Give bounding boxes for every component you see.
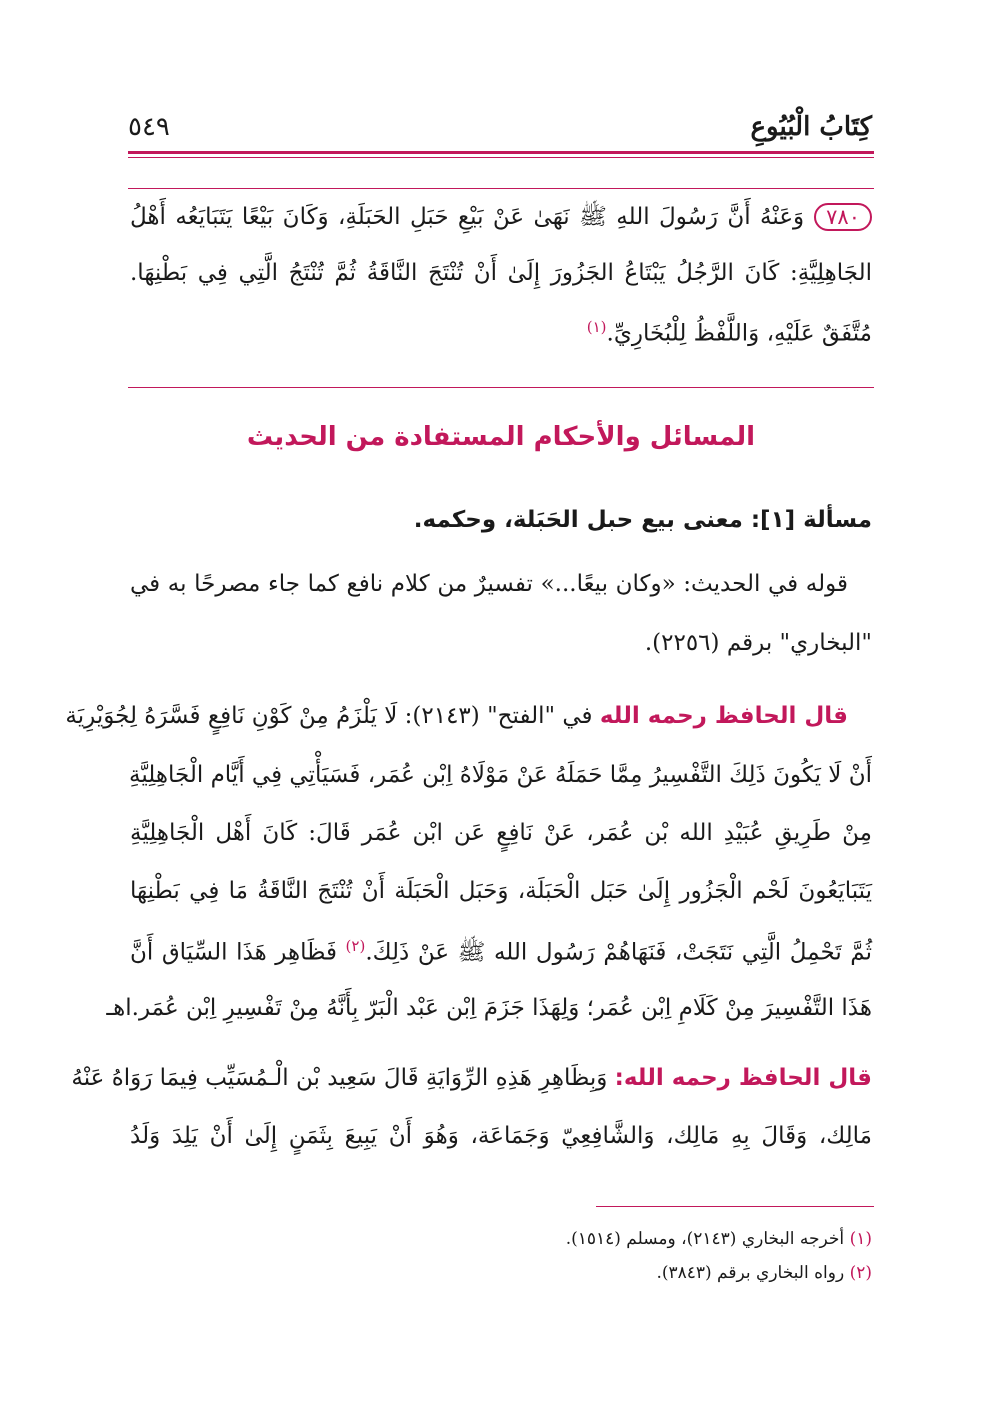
- para3-line-1: [71, 1065, 872, 1091]
- footnote-ref[interactable]: (١): [586, 318, 607, 336]
- hadith-top-rule: [128, 188, 874, 189]
- para2-line-2: أَنْ لَا يَكُونَ ذَلِكَ التَّفْسِيرُ مِمَّا حَمَلَهُ عَنْ مَوْلَاهُ اِبْن عُمَر، فَسَيَأْتِي فِي أَيَّام الْجَاهِلِيَّةِ: [128, 762, 872, 788]
- hadith-line-1: [130, 203, 872, 231]
- footnote-number: (١): [849, 1229, 872, 1249]
- header-rule: [128, 151, 874, 154]
- page-number: ٥٤٩: [128, 112, 170, 142]
- para1-line-1: قوله في الحديث: «وكان بيعًا...» تفسيرٌ من كلام نافع كما جاء مصرحًا به في: [130, 571, 848, 597]
- footnote-text: أخرجه البخاري (٢١٤٣)، ومسلم (١٥١٤).: [565, 1229, 845, 1249]
- footnote-ref[interactable]: (٢): [345, 937, 366, 955]
- hadith-text: وَعَنْهُ أَنَّ رَسُولَ اللهِ ﷺ نَهَىٰ عَنْ بَيْعِ حَبَلِ الحَبَلَةِ، وَكَانَ بَيْعًا يَتَبَايَعُه أَهْلُ: [130, 204, 805, 230]
- para2-text: في "الفتح" (٢١٤٣): لَا يَلْزَمُ مِنْ كَوْنِ نَافِعٍ فَسَّرَهُ لِجُوَيْرِيَة: [65, 703, 593, 729]
- hadith-line-2: الجَاهِلِيَّةِ: كَانَ الرَّجُلُ يَبْتَاعُ الجَزُورَ إِلَىٰ أَنْ تُنْتَجَ النَّاقَةُ ثُمَّ تُنْتَجُ الَّتِي فِي بَطْنِهَا.: [130, 260, 872, 286]
- para1-line-2: "البخاري" برقم (٢٢٥٦).: [644, 630, 872, 656]
- hadith-bottom-rule: [128, 387, 874, 388]
- hadith-text: مُتَّفَقٌ عَلَيْهِ، وَاللَّفْظُ لِلْبُخَارِيِّ.: [606, 320, 872, 347]
- hadith-line-3: [130, 320, 872, 346]
- para3-text: وَبِظَاهِرِ هَذِهِ الرِّوَايَةِ قَالَ سَعِيد بْن الْـمُسَيِّب فِيمَا رَوَاهُ عَنْهُ: [71, 1065, 608, 1091]
- speaker-label: قال الحافظ رحمه الله:: [614, 1065, 872, 1091]
- masala-heading: [414, 507, 872, 533]
- para2-line-6: هَذَا التَّفْسِيرَ مِنْ كَلَامِ اِبْن عُمَر؛ وَلِهَذَا جَزَمَ اِبْن عَبْد الْبَرّ بِأَنَّهُ مِنْ تَفْسِيرِ اِبْن عُمَر.اهـ: [106, 995, 872, 1021]
- chapter-title: كِتَابُ الْبُيُوعِ: [750, 112, 872, 142]
- masala-title: معنى بيع حبل الحَبَلة، وحكمه.: [413, 507, 743, 533]
- footnote-text: رواه البخاري برقم (٣٨٤٣).: [656, 1263, 845, 1283]
- para2-text: ثُمَّ تَحْمِلُ الَّتِي نَتَجَتْ، فَنَهَاهُمْ رَسُول الله ﷺ عَنْ ذَلِكَ.: [365, 939, 872, 966]
- footnote-1: [566, 1229, 872, 1249]
- para3-line-2: مَالِك، وَقَالَ بِهِ مَالِك، وَالشَّافِعِيّ وَجَمَاعَة، وَهُوَ أَنْ يَبِيعَ بِثَمَنٍ إِلَىٰ أَنْ يَلِدَ وَلَدُ: [130, 1123, 872, 1149]
- masala-label: مسألة [١]:: [750, 507, 872, 533]
- para2-line-3: مِنْ طَرِيقِ عُبَيْدِ الله بْن عُمَر، عَنْ نَافِعٍ عَن ابْن عُمَر قَالَ: كَانَ أَهْل الْجَاهِلِيَّةِ: [130, 820, 872, 846]
- para2-text: فَظَاهِر هَذَا السِّيَاق أَنَّ: [130, 939, 337, 966]
- section-title: المسائل والأحكام المستفادة من الحديث: [246, 422, 756, 452]
- header-rule-thin: [128, 157, 874, 158]
- hadith-number-badge: ٧٨٠: [814, 203, 872, 231]
- footnote-rule: [596, 1206, 874, 1207]
- footnote-2: [656, 1263, 872, 1283]
- para2-line-1: [65, 703, 848, 729]
- para2-line-5: [130, 939, 872, 965]
- footnote-number: (٢): [849, 1263, 872, 1283]
- speaker-label: قال الحافظ رحمه الله: [599, 703, 848, 729]
- para2-line-4: يَتَبَايَعُونَ لَحْم الْجَزُور إِلَىٰ حَبَل الْحَبَلَة، وَحَبَل الْحَبَلَة أَنْ تُنْتَجَ النَّاقَةُ مَا فِي بَطْنِهَا: [130, 878, 872, 904]
